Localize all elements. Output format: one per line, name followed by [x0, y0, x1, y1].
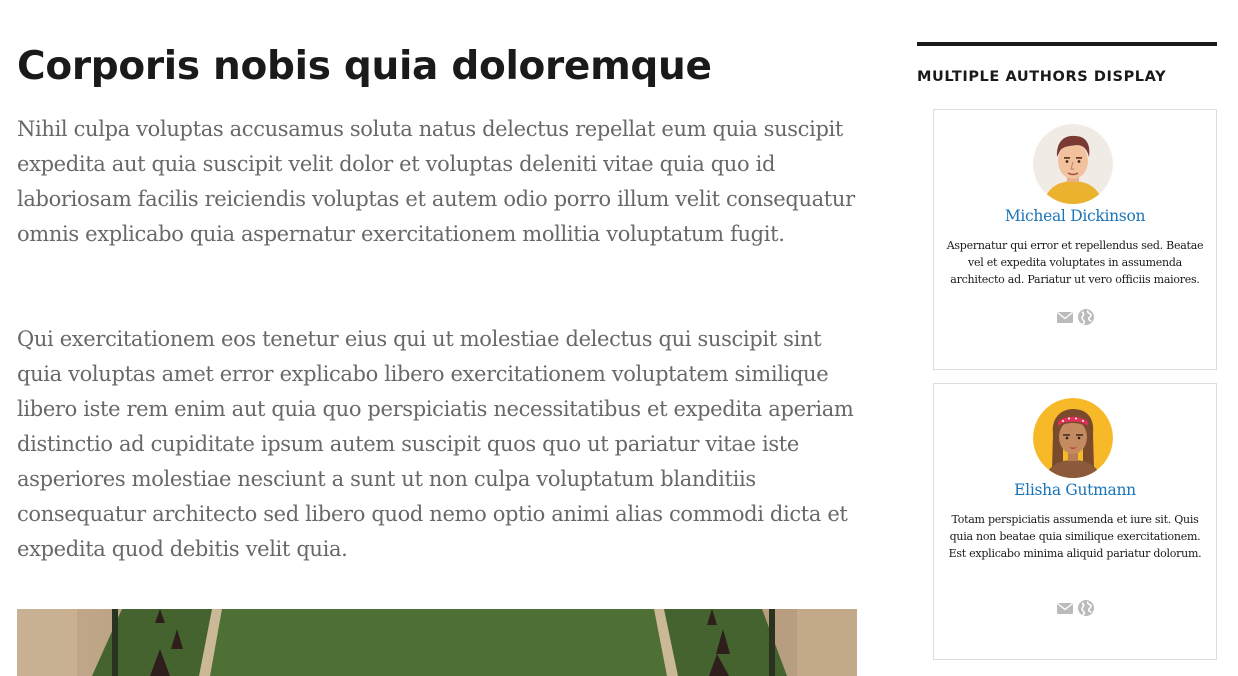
email-icon[interactable] — [1056, 599, 1074, 617]
globe-icon[interactable] — [1077, 308, 1095, 326]
male-avatar-icon — [1033, 124, 1113, 204]
author-name-link[interactable]: Elisha Gutmann — [1014, 481, 1136, 499]
author-links — [934, 598, 1216, 618]
author-name-link[interactable]: Micheal Dickinson — [1004, 207, 1146, 225]
post-paragraph: Nihil culpa voluptas accusamus soluta natus delectus repellat eum quia suscipit expedita aut quia suscipit velit dolor et voluptas deleniti vitae quia quo id laboriosam facilis reiciendis voluptas et autem odio porro illum velit consequatur omnis explicabo quia aspernatur exercitationem mollitia voluptatum fugit. — [17, 117, 855, 246]
author-bio: Aspernatur qui error et repellendus sed. Beatae vel et expedita voluptates in assumenda architecto ad. Pariatur ut vero officiis maiores. — [946, 239, 1204, 286]
author-card — [933, 383, 1217, 660]
email-icon[interactable] — [1056, 308, 1074, 326]
author-card — [933, 109, 1217, 370]
garden-photo — [17, 609, 857, 676]
author-links — [934, 307, 1216, 327]
globe-icon[interactable] — [1077, 599, 1095, 617]
post-paragraph: Qui exercitationem eos tenetur eius qui ut molestiae delectus qui suscipit sint quia voluptas amet error explicabo libero exercitationem voluptatem similique libero iste rem enim aut quia quo perspiciatis necessitatibus et expedita aperiam distinctio ad cupiditate ipsum autem suscipit quos quo ut pariatur vitae iste asperiores molestiae nesciunt a sunt ut non culpa voluptatum blanditiis consequatur architecto sed libero quod nemo optio animi alias commodi dicta et expedita quod debitis velit quia. — [17, 327, 854, 561]
author-avatar[interactable] — [1033, 398, 1113, 478]
author-avatar[interactable] — [1033, 124, 1113, 204]
post-title: Corporis nobis quia doloremque — [17, 44, 712, 89]
post-image — [17, 609, 857, 676]
widget-title: MULTIPLE AUTHORS DISPLAY — [917, 69, 1167, 85]
female-avatar-icon — [1033, 398, 1113, 478]
widget-divider — [917, 42, 1217, 46]
author-bio: Totam perspiciatis assumenda et iure sit. Quis quia non beatae quia similique exercitationem. Est explicabo minima aliquid pariatur dolorum. — [948, 513, 1202, 560]
